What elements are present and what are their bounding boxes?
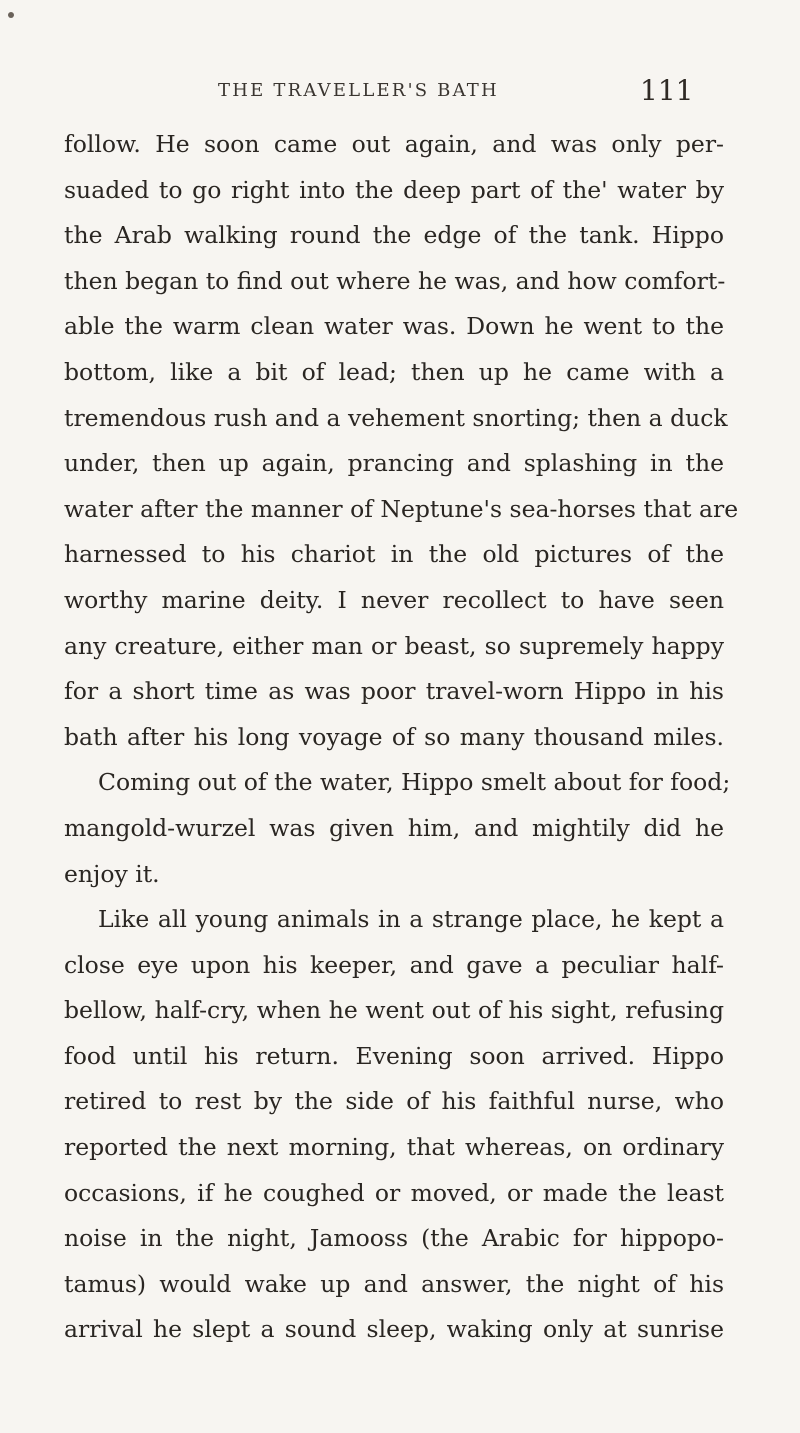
running-head — [0, 74, 800, 118]
text-line: the Arab walking round the edge of the tank. Hippo — [64, 221, 724, 250]
text-line: tamus) would wake up and answer, the night of his — [64, 1269, 724, 1298]
body-text — [64, 122, 739, 1353]
text-line: worthy marine deity. I never recollect to have seen — [64, 585, 724, 614]
text-line: follow. He soon came out again, and was only per- — [64, 130, 724, 158]
text-line: reported the next morning, that whereas, on ordinary — [64, 1133, 724, 1162]
text-line: suaded to go right into the deep part of the' water by — [64, 175, 724, 204]
text-line: enjoy it. — [64, 859, 160, 888]
text-line: Like all young animals in a strange place, he kept a — [98, 905, 724, 934]
running-title: THE TRAVELLER'S BATH — [218, 80, 499, 101]
text-line: arrival he slept a sound sleep, waking only at sunrise — [64, 1315, 724, 1344]
print-speck — [8, 12, 14, 18]
page-number: 111 — [640, 74, 694, 107]
text-line: under, then up again, prancing and splashing in the — [64, 449, 724, 478]
text-line: bellow, half-cry, when he went out of his sight, refusing — [64, 996, 724, 1025]
text-line: noise in the night, Jamooss (the Arabic for hippopo- — [64, 1224, 724, 1253]
text-line: Coming out of the water, Hippo smelt about for food; — [98, 768, 731, 797]
text-line: food until his return. Evening soon arrived. Hippo — [64, 1041, 724, 1070]
text-line: retired to rest by the side of his faithful nurse, who — [64, 1087, 724, 1116]
text-line: bath after his long voyage of so many thousand miles. — [64, 722, 724, 751]
text-line: able the warm clean water was. Down he went to the — [64, 312, 724, 341]
text-line: tremendous rush and a vehement snorting; then a duck — [64, 403, 728, 432]
text-line: any creature, either man or beast, so supremely happy — [64, 631, 724, 660]
text-line: occasions, if he coughed or moved, or made the least — [64, 1178, 724, 1207]
text-line: for a short time as was poor travel-worn Hippo in his — [64, 677, 724, 706]
text-line: close eye upon his keeper, and gave a peculiar half- — [64, 950, 724, 979]
text-line: then began to find out where he was, and how comfort- — [64, 266, 726, 295]
text-line: mangold-wurzel was given him, and mightily did he — [64, 813, 724, 842]
text-line: bottom, like a bit of lead; then up he came with a — [64, 357, 724, 386]
text-line: harnessed to his chariot in the old pictures of the — [64, 540, 724, 569]
text-line: water after the manner of Neptune's sea-horses that are — [64, 494, 739, 523]
